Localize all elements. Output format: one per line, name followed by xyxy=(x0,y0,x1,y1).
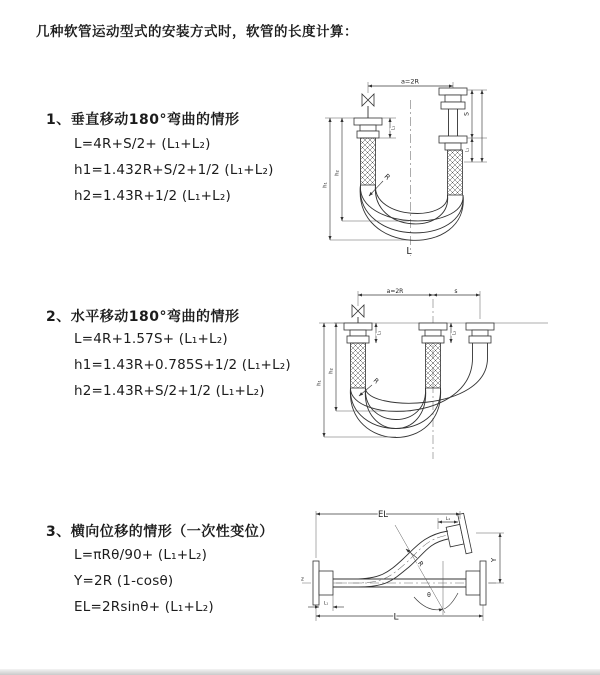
section-1-heading: 1、垂直移动180°弯曲的情形 xyxy=(46,112,240,128)
diagram-horizontal-180-bend xyxy=(308,283,593,463)
dimension-shift xyxy=(433,288,480,295)
radius-leader xyxy=(406,549,425,568)
right-riser xyxy=(449,109,458,136)
right-flange-shifted xyxy=(466,323,494,343)
shift-label: s xyxy=(454,287,458,295)
section-2-formula-L: L=4R+1.57S+ (L₁+L₂) xyxy=(74,331,228,347)
section-3-formula-L: L=πRθ/90+ (L₁+L₂) xyxy=(74,547,208,563)
fitting-right-label: L₁ xyxy=(465,147,471,153)
valve-icon xyxy=(352,305,364,323)
section-2-heading: 2、水平移动180°弯曲的情形 xyxy=(46,309,240,325)
radius-label: R xyxy=(382,172,392,182)
span-label: a=2R xyxy=(400,77,420,86)
dimension-h2 xyxy=(329,323,412,411)
fitting-left-label: L₁ xyxy=(391,125,397,131)
braided-hose-right xyxy=(448,150,463,195)
stroke-label: S xyxy=(463,112,471,116)
dimension-fitting-center xyxy=(451,323,458,343)
fitting-right-label: L₁ xyxy=(445,517,451,522)
right-flange-upper xyxy=(439,88,467,109)
section-1-formula-h1: h1=1.432R+S/2+1/2 (L₁+L₂) xyxy=(74,162,274,178)
page-bottom-edge xyxy=(0,669,600,675)
theta-label: θ xyxy=(427,592,431,599)
span-label: a=2R xyxy=(386,287,404,295)
hose-u-curves xyxy=(350,358,487,438)
section-2-formula-h1: h1=1.43R+0.785S+1/2 (L₁+L₂) xyxy=(74,357,291,373)
fitting-left-label: L₁ xyxy=(377,330,383,336)
section-3-heading: 3、横向位移的情形（一次性变位） xyxy=(46,524,274,540)
length-label: L xyxy=(406,246,412,257)
center-flange xyxy=(419,323,447,343)
left-flange xyxy=(344,323,372,343)
section-3-formula-Y: Y=2R (1-cosθ) xyxy=(74,573,174,589)
radius-label: R xyxy=(415,559,426,568)
left-flange xyxy=(354,118,382,138)
left-flange xyxy=(313,561,333,605)
h2-label: h₂ xyxy=(334,170,341,176)
el-label: EL xyxy=(377,509,389,520)
section-1-formula-L: L=4R+S/2+ (L₁+L₂) xyxy=(74,136,211,152)
right-flange-original xyxy=(466,561,486,605)
dimension-span xyxy=(358,288,480,319)
y-label: Y xyxy=(490,557,498,563)
radius-label: R xyxy=(371,376,381,386)
diagram-lateral-displacement xyxy=(298,503,598,648)
fitting-left-label: L₁ xyxy=(323,601,329,607)
section-1-formula-h2: h2=1.43R+1/2 (L₁+L₂) xyxy=(74,188,231,204)
l-label: L xyxy=(393,612,399,623)
dimension-fitting-left xyxy=(376,323,383,343)
braided-hose-center xyxy=(426,343,441,388)
valve-icon xyxy=(362,94,374,118)
section-2-formula-h2: h2=1.43R+S/2+1/2 (L₁+L₂) xyxy=(74,383,265,399)
right-riser xyxy=(473,343,488,358)
diagram-vertical-180-bend xyxy=(310,70,595,262)
dimension-L xyxy=(316,605,483,623)
dimension-EL xyxy=(316,510,460,558)
braided-hose-left xyxy=(351,343,366,388)
h2-label: h₂ xyxy=(328,368,335,374)
h1-label: h₁ xyxy=(322,182,329,188)
document-title: 几种软管运动型式的安装方式时，软管的长度计算： xyxy=(36,24,358,40)
h1-label: h₁ xyxy=(316,380,323,386)
section-3-formula-EL: EL=2Rsinθ+ (L₁+L₂) xyxy=(74,599,214,615)
braided-hose-left xyxy=(361,138,376,185)
right-flange-lower xyxy=(439,136,467,150)
axis-mark-label: z xyxy=(301,576,304,583)
fitting-center-label: L₂ xyxy=(452,330,458,336)
